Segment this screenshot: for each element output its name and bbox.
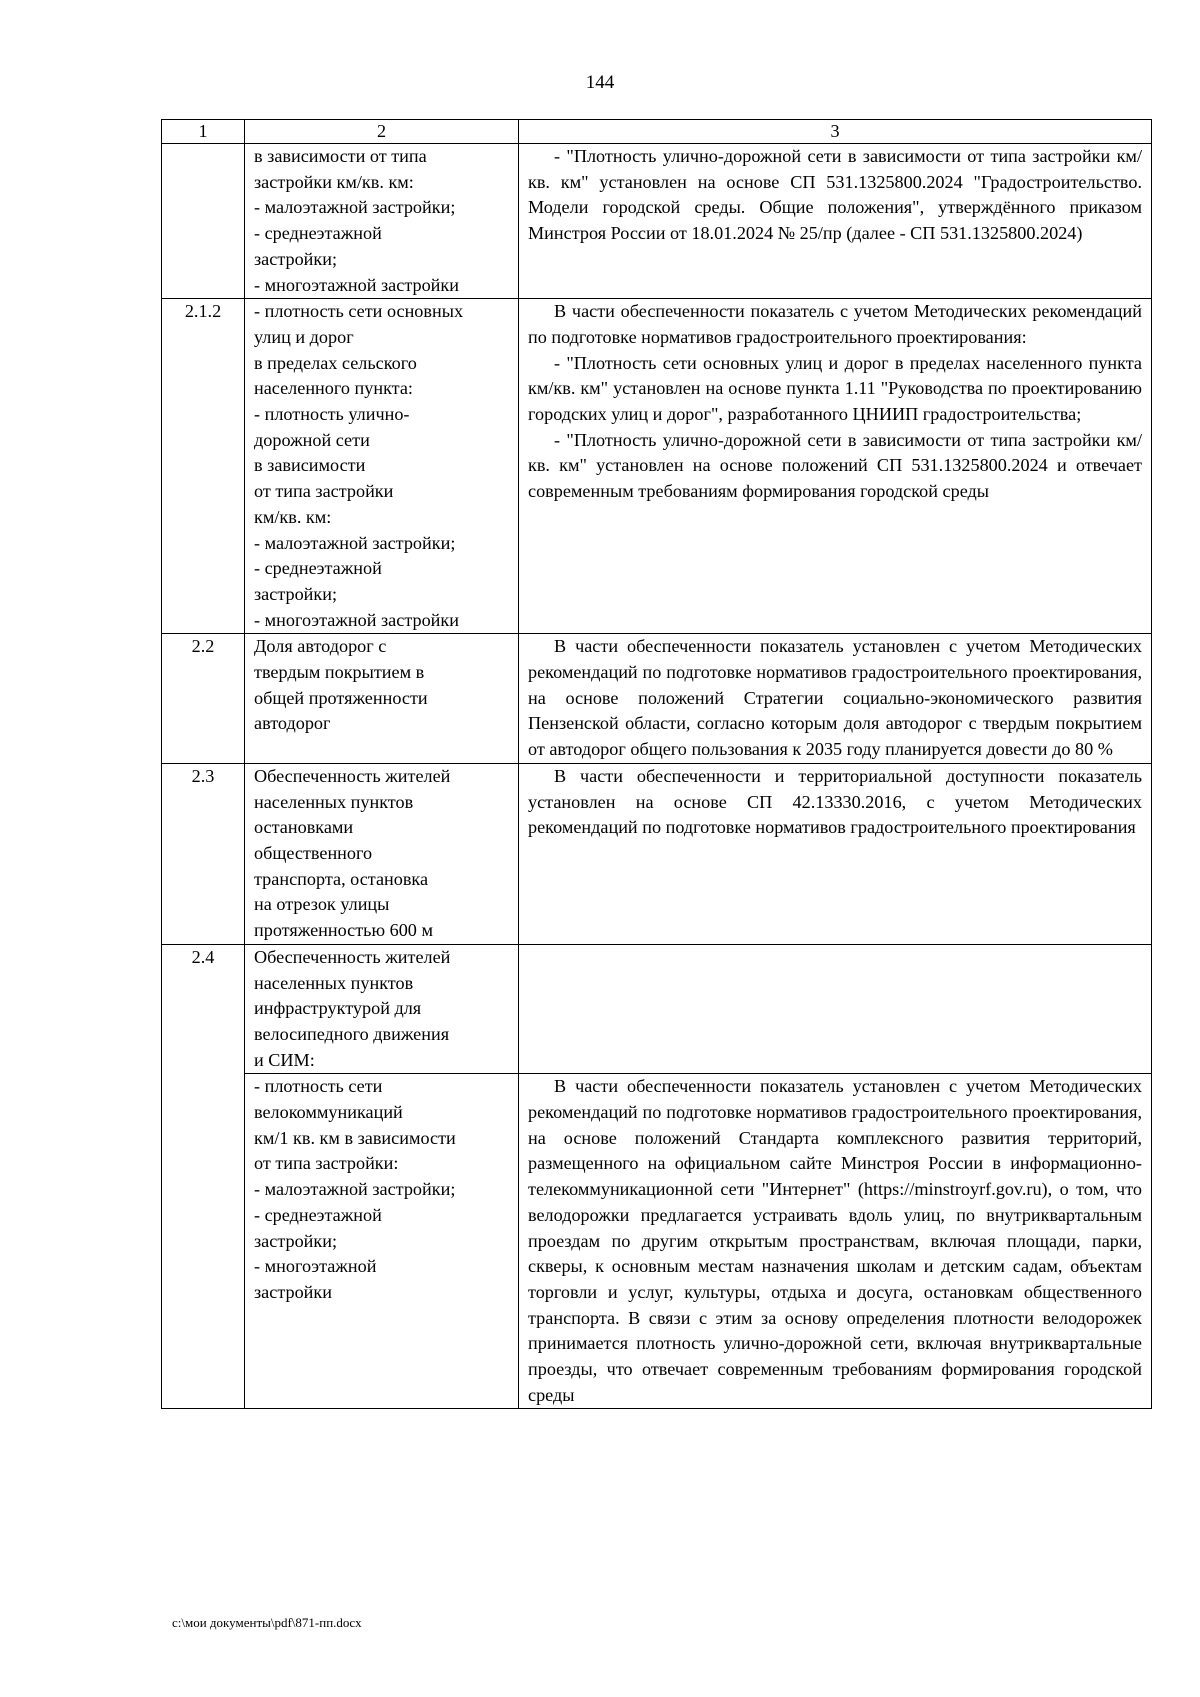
justification-cell	[519, 299, 1152, 634]
indicator-line: инфраструктурой для	[254, 998, 422, 1019]
justification-paragraph: В части обеспеченности и территориальной доступности показатель установлен на основе СП 42.13330.2016, с учетом Методических рекомендаций по подготовке нормативов градостроительного проектирования	[528, 765, 1142, 838]
indicator-line: - малоэтажной застройки;	[254, 197, 456, 218]
indicator-cell	[245, 763, 519, 944]
indicator-line: населенных пунктов	[254, 972, 414, 993]
table-row	[162, 144, 1152, 299]
indicator-cell	[245, 1074, 519, 1409]
indicator-line: - малоэтажной застройки;	[254, 532, 456, 553]
footer-file-path: c:\мои документы\pdf\871-пп.docx	[172, 1615, 362, 1630]
row-number-cell	[162, 144, 245, 299]
indicator-cell	[245, 144, 519, 299]
indicator-line: застройки;	[254, 248, 338, 269]
indicator-line: улиц и дорог	[254, 326, 354, 347]
column-header-3: 3	[519, 120, 1152, 144]
indicator-line: Доля автодорог с	[254, 636, 387, 657]
indicator-line: общественного	[254, 842, 373, 863]
indicator-line: в пределах сельского	[254, 352, 417, 373]
indicator-line: на отрезок улицы	[254, 894, 390, 915]
indicator-line: дорожной сети	[254, 429, 370, 450]
indicator-line: - плотность сети основных	[254, 301, 464, 322]
justification-paragraph: - "Плотность сети основных улиц и дорог в пределах населенного пункта км/кв. км" установлен на основе пункта 1.11 "Руководства по проектированию городских улиц и дорог", разработанного ЦНИИП градостроительства;	[528, 352, 1142, 425]
table-row	[162, 763, 1152, 944]
indicator-cell	[245, 299, 519, 634]
indicator-line: твердым покрытием в	[254, 662, 425, 683]
indicator-cell	[245, 634, 519, 764]
indicator-line: остановками	[254, 817, 354, 838]
justification-paragraph: В части обеспеченности показатель с учетом Методических рекомендаций по подготовке нормативов градостроительного проектирования:	[528, 301, 1142, 347]
indicator-line: Обеспеченность жителей	[254, 946, 451, 967]
indicator-line: автодорог	[254, 713, 331, 734]
indicator-line: - многоэтажной застройки	[254, 274, 459, 295]
indicator-line: велокоммуникаций	[254, 1102, 403, 1123]
justification-cell	[519, 944, 1152, 1074]
indicator-line: общей протяженности	[254, 687, 428, 708]
table-row	[162, 299, 1152, 634]
indicator-line: транспорта, остановка	[254, 868, 429, 889]
table-row	[162, 634, 1152, 764]
indicator-line: - малоэтажной застройки;	[254, 1179, 456, 1200]
justification-cell	[519, 144, 1152, 299]
indicator-line: населенного пункта:	[254, 378, 413, 399]
justification-paragraph: - "Плотность улично-дорожной сети в зависимости от типа застройки км/кв. км" установлен на основе положений СП 531.1325800.2024 и отвечает современным требованиям формирования городской среды	[528, 429, 1142, 502]
indicator-line: протяженностью 600 м	[254, 920, 433, 941]
justification-cell	[519, 1074, 1152, 1409]
indicators-table	[161, 119, 1152, 1409]
justification-paragraph: - "Плотность улично-дорожной сети в зависимости от типа застройки км/кв. км" установлен на основе СП 531.1325800.2024 "Градостроительство. Модели городской среды. Общие положения", утверждённого приказом Минстроя России от 18.01.2024 № 25/пр (далее - СП 531.1325800.2024)	[528, 146, 1142, 244]
table-row	[162, 944, 1152, 1074]
column-header-2: 2	[245, 120, 519, 144]
indicator-line: км/кв. км:	[254, 506, 332, 527]
indicator-line: застройки	[254, 1281, 332, 1302]
table-header-row	[162, 120, 1152, 144]
table-row	[162, 1074, 1152, 1409]
justification-paragraph: В части обеспеченности показатель установлен с учетом Методических рекомендаций по подготовке нормативов градостроительного проектирования, на основе положений Стандарта комплексного развития территорий, размещенного на официальном сайте Минстроя России в информационно-телекоммуникационной сети "Интернет" (https://minstroyrf.gov.ru), о том, что велодорожки предлагается устраивать вдоль улиц, по внутриквартальным проездам по другим открытым пространствам, включая площади, парки, скверы, к основным местам назначения школам и детским садам, объектам торговли и услуг, культуры, отдыха и досуга, остановкам общественного транспорта. В связи с этим за основу определения плотности велодорожек принимается плотность улично-дорожной сети, включая внутриквартальные проезды, что отвечает современным требованиям формирования городской среды	[528, 1076, 1142, 1405]
justification-cell	[519, 763, 1152, 944]
indicator-line: - среднеэтажной	[254, 223, 382, 244]
indicator-line: Обеспеченность жителей	[254, 765, 451, 786]
indicator-line: в зависимости от типа	[254, 146, 427, 166]
indicator-line: и СИМ:	[254, 1049, 315, 1070]
indicator-line: - среднеэтажной	[254, 1204, 382, 1225]
row-number-cell: 2.4	[162, 944, 245, 1409]
indicator-line: от типа застройки	[254, 481, 394, 502]
row-number-cell: 2.2	[162, 634, 245, 764]
justification-paragraph: В части обеспеченности показатель установлен с учетом Методических рекомендаций по подготовке нормативов градостроительного проектирования, на основе положений Стратегии социально-экономического развития Пензенской области, согласно которым доля автодорог с твердым покрытием от автодорог общего пользования к 2035 году планируется довести до 80 %	[528, 636, 1142, 760]
row-number-cell: 2.1.2	[162, 299, 245, 634]
indicator-line: застройки км/кв. км:	[254, 171, 414, 192]
row-number-cell: 2.3	[162, 763, 245, 944]
indicator-line: - плотность сети	[254, 1076, 383, 1097]
justification-cell	[519, 634, 1152, 764]
indicator-line: застройки;	[254, 1230, 338, 1251]
indicator-line: населенных пунктов	[254, 791, 414, 812]
column-header-1: 1	[162, 120, 245, 144]
indicator-line: велосипедного движения	[254, 1023, 450, 1044]
indicator-line: застройки;	[254, 583, 338, 604]
indicator-line: - многоэтажной	[254, 1256, 377, 1277]
page-number: 144	[585, 72, 615, 93]
indicator-line: в зависимости	[254, 455, 366, 476]
indicator-line: - многоэтажной застройки	[254, 609, 459, 630]
indicator-line: - среднеэтажной	[254, 558, 382, 579]
indicator-cell	[245, 944, 519, 1074]
indicator-line: от типа застройки:	[254, 1153, 399, 1174]
indicator-line: - плотность улично-	[254, 404, 410, 425]
indicator-line: км/1 кв. км в зависимости	[254, 1127, 456, 1148]
